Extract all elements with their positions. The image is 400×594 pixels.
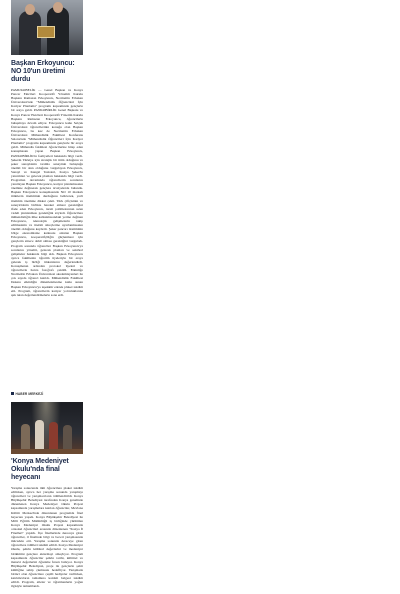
photo-stage-floor bbox=[11, 449, 83, 454]
byline-square-icon bbox=[11, 392, 14, 395]
article-2-body: Yarışma sonucunda tüm öğrencilere plaket takdim edilirken, ayrıca her yarışma sonunda yarışmayı öğrencileri ve yarışmacıların ödüllendirildi. Konya Büyükşehir Belediyesi tarafından Konya genelinde düzenlenen Konya Medeniyet Okulu Projesi kapsamında yarışmalara katılan öğrenciler, Mevlana Kültür Merkezi'nde düzenlenen programda final heyecanı yaşadı. Konya Büyükşehir Belediyesi ile Milli Eğitim Müdürlüğü iş birliğinde yürütülen Konya Medeniyet Okulu Projesi kapsamında ortaokul öğrencileri arasında düzenlenen "Konya İl Finalleri" yapıldı. İlçe finallerinde dereceye giren öğrenciler, il finalinde bilgi ve beceri yarışmasında mücadele etti. Yarışma sonunda dereceye giren öğrencilere ödülleri takdim edildi. Konya Medeniyet Okulu, şehrin kültürel değerlerini ve medeniyet birikimini gençlere aktarmayı amaçlıyor. Program kapsamında öğrenciler şehrin tarihi, kültürel ve manevi değerlerini öğrenme fırsatı buluyor. Konya Büyükşehir Belediyesi, proje ile gençlerin şehir kimliğine sahip çıkmasını hedefliyor. Yarışmada birinci olan öğrencilere çeşitli hediyeler verilirken, katılımcıların tamamına katılım belgesi takdim edildi. Program, aileler ve öğretmenlerin yoğun ilgisiyle tamamlandı. bbox=[11, 486, 83, 589]
article-1-photo bbox=[11, 0, 83, 55]
article-2-headline: 'Konya Medeniyet Okulu'nda final heyecanı bbox=[11, 458, 69, 481]
photo-performer-4 bbox=[63, 425, 72, 450]
photo-performer-2 bbox=[35, 420, 44, 450]
photo-plaque bbox=[37, 26, 55, 38]
photo-person-left-head bbox=[25, 4, 35, 15]
article-1-byline-text: HABER MERKEZİ bbox=[15, 391, 44, 396]
photo-performer-1 bbox=[21, 424, 30, 450]
photo-person-right-head bbox=[53, 2, 63, 13]
news-column bbox=[11, 0, 83, 594]
article-1-body: PAMUKOBELİK — Genel Başkan ve Konya Pancar Ekicileri Kooperatifi Yönetim Kurulu Başkanı Ramazan Erkoyuncu, Necmettin Erbakan Üniversitesi'nde "Mühendislik Öğrencileri İçin Kariyer Planlama" programı kapsamında gençlerle bir araya geldi. PANKOBİRLİK Genel Başkanı ve Konya Pancar Ekicileri Kooperatifi Yönetim Kurulu Başkanı Ramazan Erkoyuncu, öğrencilerle buluşmaya devam ediyor. Erkoyuncu katkı Selçuk Üniversitesi öğrencilerinin konuğu olan Başkan Erkoyuncu, bu kez de Necmettin Erbakan Üniversitesi Mühendislik Fakültesi Konferans Salonu'nda "Mühendislik Öğrencileri İçin Kariyer Planlama" programı kapsamında gençlerle bir araya geldi. Mühendis fakültesi öğrencilerine hitap eden konuşmasını yapan Başkan Erkoyuncu, PANKOBİRLİK'in faaliyetleri hakkında bilgi verdi. Şekerin Türkiye için stratejik bir ürün olduğunu ve şeker sanayisinin tarımla sanayinin buluştuğu önemli bir alan olduğunu vurgulayan Erkoyuncu, Sanayi ve Kangal Tesisleri, Konya Şeker'in yatırımları ve gelecek planları hakkında bilgi verdi. Programın devamında öğrencilerin sorularını yanıtlayan Başkan Erkoyuncu, kariyer planlamasının önemine değinerek gençlere tavsiyelerde bulundu. Başkan Erkoyuncu konuşmasında NO 10 markalı ürünlerin üretiminin durduğunu belirterek, yerli üretimin önemine dikkat çekti. Türk çiftçisinin ve sanayicisinin birlikte hareket etmesi gerektiğini ifade eden Erkoyuncu, tarım politikalarının uzun vadeli planlanması gerektiğini söyledi. Öğrencilere mühendisliğin ülke kalkınmasındaki yerine değinen Erkoyuncu, teknolojik gelişmelerin takip edilmesinin ve üretim süreçlerine uyarlanmasının önemli olduğunu kaydetti. Şeker pancarı üretiminin bölge ekonomisine katkısını anlatan Başkan Erkoyuncu, kooperatifçiliğin güçlenmesi için gençlerin sürece dahil olması gerektiğini vurguladı. Program sonunda öğrenciler Başkan Erkoyuncu'ya sorularını yöneltti, gelecek planları ve sektörel gelişmeler hakkında bilgi aldı. Başkan Erkoyuncu ayrıca fakültenin öğretim üyeleriyle bir araya gelerek iş birliği imkanlarını değerlendirdi. Konuşmanın ardından protokol üyeleri ve öğrencilerle hatıra fotoğrafı çekildi. Etkinliğe Necmettin Erbakan Üniversitesi akademisyenleri ile çok sayıda öğrenci katıldı. Mühendislik Fakültesi Dekanı etkinliğin düzenlenmesine katkı sunan Başkan Erkoyuncu'ya teşekkür ederek plaket takdim etti. Program, öğrencilerin kariyer yolculuklarına ışık tutan değerlendirmelerle sona erdi. bbox=[11, 88, 83, 297]
photo-performer-3 bbox=[49, 422, 58, 450]
article-1-headline: Başkan Erkoyuncu: NO 10'un üretimi durdu bbox=[11, 60, 75, 83]
article-2-photo bbox=[11, 402, 83, 454]
